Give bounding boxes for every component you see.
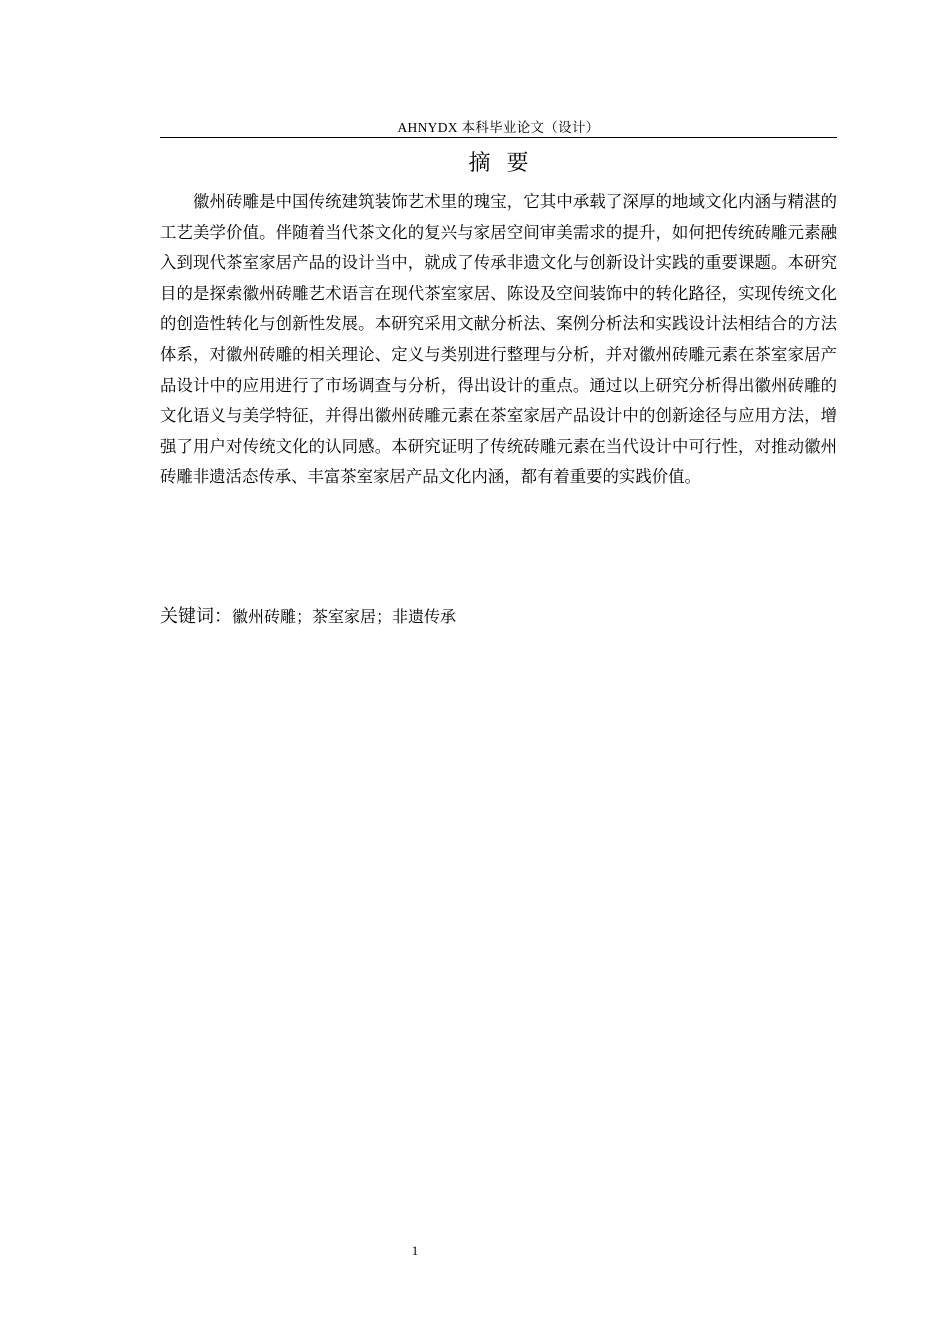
page-number: 1	[411, 1243, 419, 1258]
running-header: AHNYDX 本科毕业论文（设计）	[397, 120, 600, 135]
keywords-line	[160, 602, 837, 632]
abstract-body: 徽州砖雕是中国传统建筑装饰艺术里的瑰宝，它其中承载了深厚的地域文化内涵与精湛的工艺美学价值。伴随着当代茶文化的复兴与家居空间审美需求的提升，如何把传统砖雕元素融入到现代茶室家居产品的设计当中，就成了传承非遗文化与创新设计实践的重要课题。本研究目的是探索徽州砖雕艺术语言在现代茶室家居、陈设及空间装饰中的转化路径，实现传统文化的创造性转化与创新性发展。本研究采用文献分析法、案例分析法和实践设计法相结合的方法体系，对徽州砖雕的相关理论、定义与类别进行整理与分析，并对徽州砖雕元素在茶室家居产品设计中的应用进行了市场调查与分析，得出设计的重点。通过以上研究分析得出徽州砖雕的文化语义与美学特征，并得出徽州砖雕元素在茶室家居产品设计中的创新途径与应用方法，增强了用户对传统文化的认同感。本研究证明了传统砖雕元素在当代设计中可行性，对推动徽州砖雕非遗活态传承、丰富茶室家居产品文化内涵，都有着重要的实践价值。	[160, 192, 837, 487]
header-rule	[160, 137, 837, 138]
abstract-title: 摘要	[468, 151, 545, 176]
keywords-value: 徽州砖雕；茶室家居；非遗传承	[232, 607, 457, 626]
keywords-label: 关键词：	[160, 606, 232, 627]
